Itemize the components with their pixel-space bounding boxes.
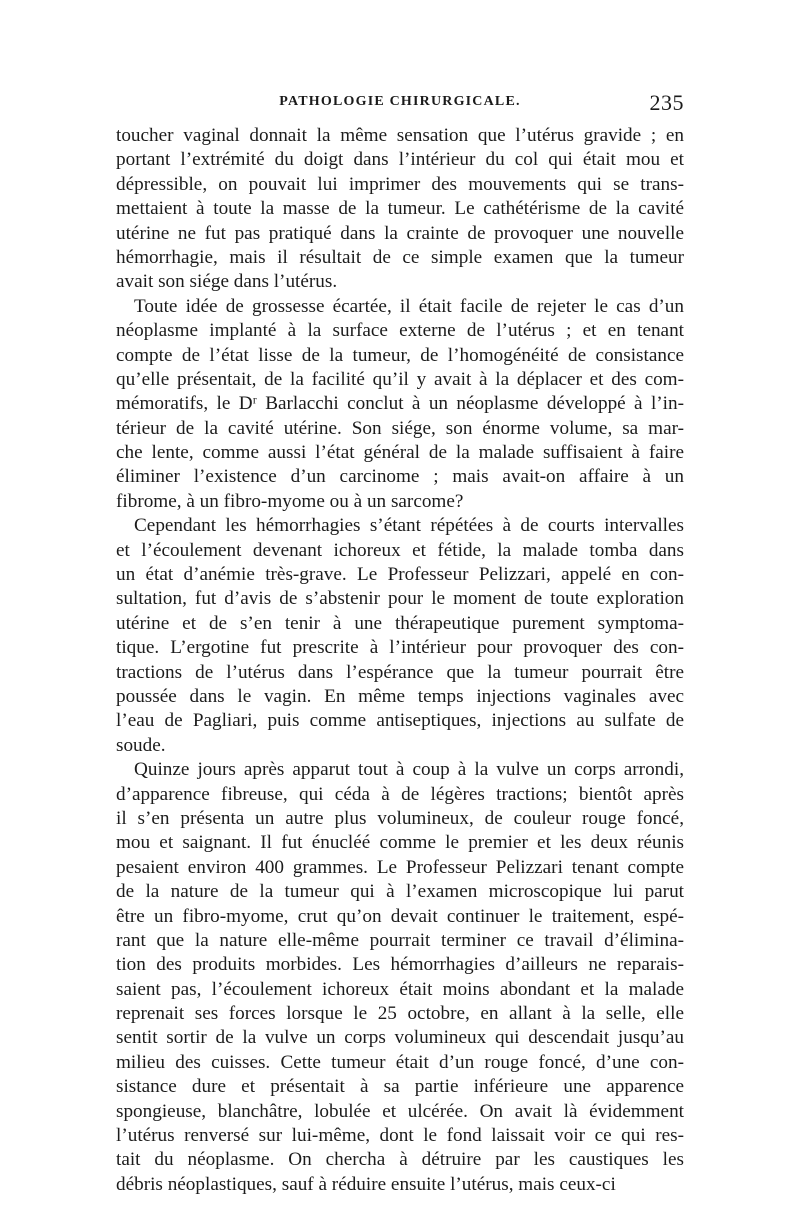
text-line: che lente, comme aussi l’état général de la malade suffisaient à faire (116, 442, 684, 464)
text-line: l’eau de Pagliari, puis comme antiseptiques, injections au sulfate de (116, 710, 684, 732)
paragraph (116, 295, 684, 515)
text-line: hémorrhagie, mais il résultait de ce simple examen que la tumeur (116, 246, 684, 268)
text-line: tait du néoplasme. On chercha à détruire par les caustiques les (116, 1149, 684, 1171)
text-line: rant que la nature elle-même pourrait terminer ce travail d’élimina- (116, 929, 684, 951)
text-line: soude. (116, 734, 166, 756)
text-line: tique. L’ergotine fut prescrite à l’intérieur pour provoquer des con- (116, 637, 684, 659)
text-line: il s’en présenta un autre plus volumineux, de couleur rouge foncé, (116, 807, 684, 829)
text-line: utérine ne fut pas pratiqué dans la crainte de provoquer une nouvelle (116, 222, 684, 244)
text-line: qu’elle présentait, de la facilité qu’il y avait à la déplacer et des com- (116, 368, 684, 390)
text-line: néoplasme implanté à la surface externe de l’utérus ; et en tenant (116, 320, 684, 342)
text-line: mou et saignant. Il fut énucléé comme le premier et les deux réunis (116, 832, 684, 854)
text-line: fibrome, à un fibro-myome ou à un sarcome? (116, 490, 464, 512)
text-line: dépressible, on pouvait lui imprimer des mouvements qui se trans- (116, 173, 684, 195)
text-line: éliminer l’existence d’un carcinome ; mais avait-on affaire à un (116, 466, 684, 488)
text-line: portant l’extrémité du doigt dans l’intérieur du col qui était mou et (116, 149, 684, 171)
text-line: l’utérus renversé sur lui-même, dont le fond laissait voir ce qui res- (116, 1125, 684, 1147)
text-line: de la nature de la tumeur qui à l’examen microscopique lui parut (116, 881, 684, 903)
text-line: sistance dure et présentait à sa partie inférieure une apparence (116, 1076, 684, 1098)
paragraph (116, 514, 684, 758)
text-line: milieu des cuisses. Cette tumeur était d’un rouge foncé, d’une con- (116, 1051, 684, 1073)
text-line: sultation, fut d’avis de s’abstenir pour le moment de toute exploration (116, 588, 684, 610)
text-line: avait son siége dans l’utérus. (116, 271, 338, 293)
text-line: sentit sortir de la vulve un corps volumineux qui descendait jusqu’au (116, 1027, 684, 1049)
page-number: 235 (649, 90, 684, 115)
body-text (116, 124, 684, 1197)
text-line: spongieuse, blanchâtre, lobulée et ulcérée. On avait là évidemment (116, 1100, 684, 1122)
text-line: un état d’anémie très-grave. Le Professeur Pelizzari, appelé en con- (116, 564, 684, 586)
text-line: térieur de la cavité utérine. Son siége, son énorme volume, sa mar- (116, 417, 684, 439)
text-line: utérine et de s’en tenir à une thérapeutique purement symptoma- (116, 612, 684, 634)
text-line: d’apparence fibreuse, qui céda à de légères tractions; bientôt après (116, 783, 684, 805)
text-line: tractions de l’utérus dans l’espérance que la tumeur pourrait être (116, 661, 684, 683)
text-line: mettaient à toute la masse de la tumeur. Le cathétérisme de la cavité (116, 198, 684, 220)
text-line: mémoratifs, le Dʳ Barlacchi conclut à un néoplasme développé à l’in- (116, 393, 684, 415)
page-header (116, 90, 684, 120)
text-line: compte de l’état lisse de la tumeur, de l’homogénéité de consistance (116, 344, 684, 366)
text-line: poussée dans le vagin. En même temps injections vaginales avec (116, 685, 684, 707)
text-line: Quinze jours après apparut tout à coup à la vulve un corps arrondi, (134, 759, 684, 781)
text-line: Cependant les hémorrhagies s’étant répétées à de courts intervalles (134, 515, 684, 537)
text-line: et l’écoulement devenant ichoreux et fétide, la malade tomba dans (116, 539, 684, 561)
text-line: tion des produits morbides. Les hémorrhagies d’ailleurs ne reparais- (116, 954, 684, 976)
text-line: reprenait ses forces lorsque le 25 octobre, en allant à la selle, elle (116, 1003, 684, 1025)
running-title: PATHOLOGIE CHIRURGICALE. (279, 94, 521, 109)
text-line: débris néoplastiques, sauf à réduire ensuite l’utérus, mais ceux-ci (116, 1173, 616, 1195)
text-line: toucher vaginal donnait la même sensation que l’utérus gravide ; en (116, 125, 684, 146)
text-line: saient pas, l’écoulement ichoreux était moins abondant et la malade (116, 978, 684, 1000)
text-line: pesaient environ 400 grammes. Le Professeur Pelizzari tenant compte (116, 856, 684, 878)
paragraph (116, 124, 684, 295)
text-line: être un fibro-myome, crut qu’on devait continuer le traitement, espé- (116, 905, 684, 927)
text-line: Toute idée de grossesse écartée, il était facile de rejeter le cas d’un (134, 295, 684, 317)
paragraph (116, 758, 684, 1197)
